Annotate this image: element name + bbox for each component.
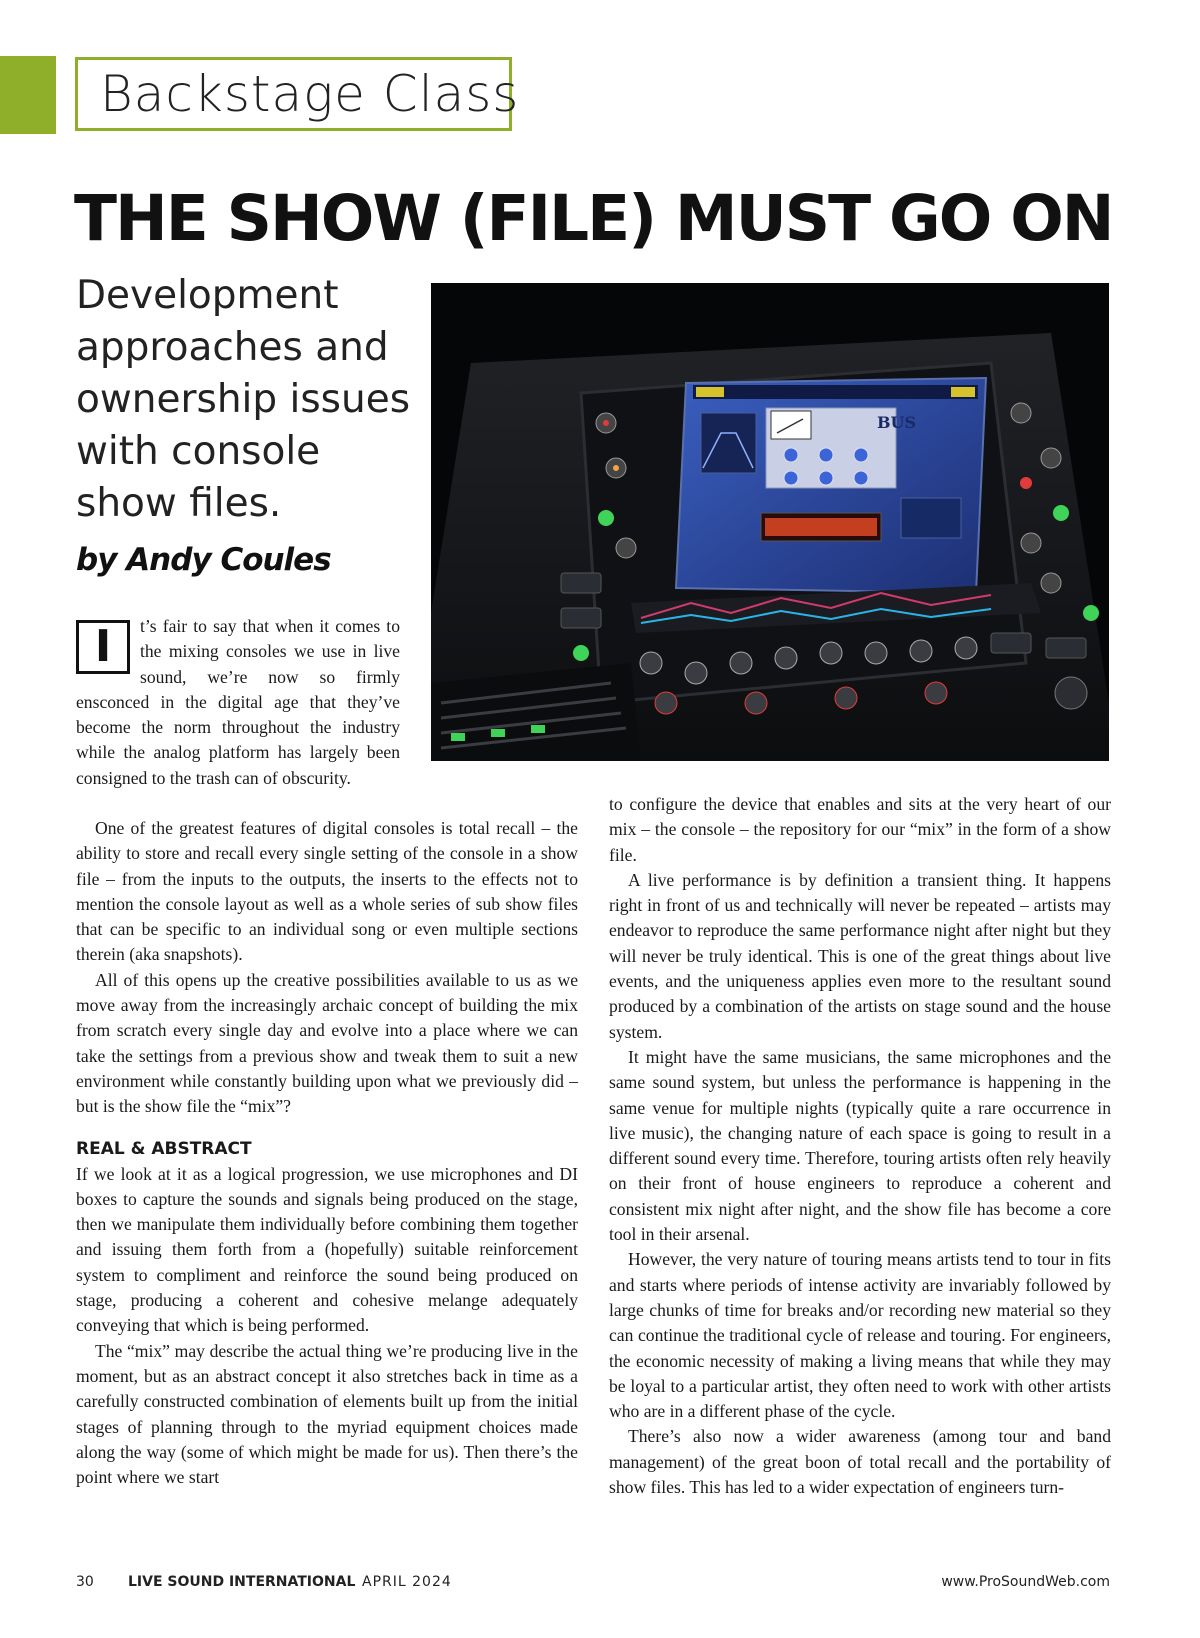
intro-paragraph: t’s fair to say that when it comes to the mixing consoles we use in live sound, we’re now so firmly ensconced in the digital age that they’ve become the norm throughout the industry while the analog platform has largely been consigned to the trash can of obscurity.: [76, 616, 400, 788]
screen-bus-label: BUS: [877, 413, 917, 432]
section-label: Backstage Class: [100, 65, 520, 123]
magazine-name: LIVE SOUND INTERNATIONAL: [128, 1574, 356, 1590]
article-headline: THE SHOW (FILE) MUST GO ON: [74, 182, 1113, 255]
section-header-box: [75, 57, 520, 131]
console-photo: [431, 283, 1109, 761]
page-footer: [76, 1570, 1110, 1594]
body-paragraph: One of the greatest features of digital consoles is total recall – the ability to store and recall every single setting of the console in a show file – from the inputs to the outputs, the inserts to the effects not to mention the console layout as well as a whole series of sub show files that can be specific to an individual song or even multiple sections therein (aka snapshots).: [76, 818, 578, 965]
article-deck: Development approaches and ownership issues with console show files.: [76, 273, 411, 526]
article-byline: by Andy Coules: [76, 542, 331, 578]
article-column-right: [609, 792, 1111, 1500]
body-paragraph: All of this opens up the creative possibilities available to us as we move away from the increasingly archaic concept of building the mix from scratch every single day and evolve into a place where we can take the settings from a previous show and tweak them to suit a new environment while constantly building upon what we previously did – but is the show file the “mix”?: [76, 969, 578, 1117]
section-subhead: REAL & ABSTRACT: [76, 1138, 252, 1159]
body-paragraph: If we look at it as a logical progression, we use microphones and DI boxes to capture the sounds and signals being produced on the stage, then we manipulate them individually before combining them together and issuing them forth from a (hopefully) suitable reinforcement system to compliment and reinforce the sound being produced on stage, producing a coherent and cohesive melange adequately conveying that which is being performed.: [76, 1163, 578, 1336]
page-number: 30: [76, 1574, 94, 1590]
section-accent-bar: [0, 56, 56, 134]
console-illustration: [431, 283, 1109, 761]
article-column-left: [76, 816, 578, 1490]
website-url: www.ProSoundWeb.com: [941, 1574, 1110, 1590]
issue-date: APRIL 2024: [362, 1574, 452, 1590]
body-paragraph: There’s also now a wider awareness (among tour and band management) of the great boon of total recall and the portability of show files. This has led to a wider expectation of engineers turn-: [609, 1426, 1111, 1498]
body-paragraph: However, the very nature of touring means artists tend to tour in fits and starts where periods of intense activity are invariably followed by large chunks of time for breaks and/or recording new material so they can continue the traditional cycle of release and touring. For engineers, the economic necessity of making a living means that while they may be loyal to a particular artist, they often need to work with other artists who are in a different phase of the cycle.: [609, 1249, 1111, 1422]
body-paragraph: The “mix” may describe the actual thing we’re producing live in the moment, but as an abstract concept it also stretches back in time as a carefully constructed combination of elements built up from the initial stages of planning through to the myriad equipment choices made along the way (some of which might be made for us). Then there’s the point where we start: [76, 1340, 578, 1488]
body-paragraph: It might have the same musicians, the same microphones and the same sound system, but unless the performance is happening in the same venue for multiple nights (typically quite a rare occurrence in live music), the changing nature of each space is going to result in a different sound every time. Therefore, touring artists often rely heavily on their front of house engineers to reproduce a coherent and consistent mix night after night, and the show file has become a core tool in their arsenal.: [609, 1046, 1111, 1245]
body-paragraph: to configure the device that enables and sits at the very heart of our mix – the console – the repository for our “mix” in the form of a show file.: [609, 794, 1111, 865]
body-paragraph: A live performance is by definition a transient thing. It happens right in front of us and technically will never be repeated – artists may endeavor to reproduce the same performance night after night but they will never be truly identical. This is one of the great things about live events, and the uniqueness applies even more to the resultant sound produced by a combination of the artists on stage sound and the house system.: [609, 869, 1111, 1042]
drop-cap: I: [76, 620, 130, 674]
article-intro: [76, 614, 400, 814]
